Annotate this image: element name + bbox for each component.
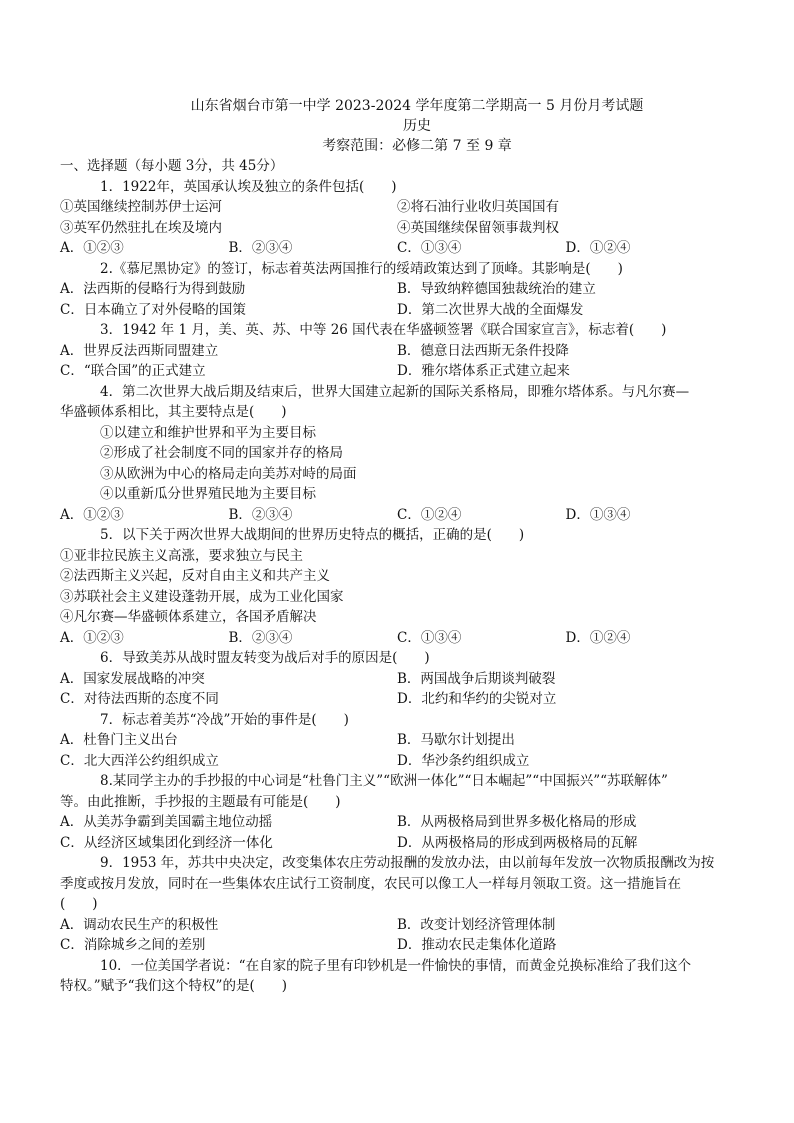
- item: ④凡尔赛—华盛顿体系建立，各国矛盾解决: [60, 609, 317, 625]
- option-d: D．从两极格局的形成到两极格局的瓦解: [397, 834, 638, 851]
- question-stem: 7．标志着美苏“冷战”开始的事件是( ): [100, 711, 349, 728]
- item: ③英军仍然驻扎在埃及境内: [60, 219, 222, 236]
- exam-scope: 考察范围：必修二第 7 至 9 章: [322, 138, 512, 154]
- option-b: B．两国战争后期谈判破裂: [397, 670, 556, 687]
- question-stem-continued: 华盛顿体系相比，其主要特点是( ): [60, 404, 287, 420]
- question-1: [60, 177, 734, 259]
- item: ③从欧洲为中心的格局走向美苏对峙的局面: [100, 465, 357, 482]
- option-a: A．调动农民生产的积极性: [60, 916, 219, 933]
- option-a: A．①②③: [60, 240, 124, 256]
- option-row: [60, 361, 734, 382]
- question-8: [60, 771, 734, 853]
- question-6: [60, 648, 734, 710]
- question-stem: 6．导致美苏从战时盟友转变为战后对手的原因是( ): [100, 650, 430, 666]
- question-stem: 4．第二次世界大战后期及结束后，世界大国建立起新的国际关系格局，即雅尔塔体系。与凡尔赛—: [100, 383, 690, 400]
- question-stem: 3．1942 年 1 月，美、英、苏、中等 26 国代表在华盛顿签署《联合国家宣言》，标志着( ): [100, 322, 667, 338]
- option-d: D．推动农民走集体化道路: [397, 937, 557, 953]
- option-b: B．②③④: [228, 629, 293, 646]
- option-c: C．消除城乡之间的差别: [60, 937, 206, 953]
- option-a: A．从美苏争霸到美国霸主地位动摇: [60, 814, 273, 830]
- option-a: A．①②③: [60, 629, 124, 646]
- option-row: [60, 812, 734, 833]
- option-d: D．①②④: [565, 629, 631, 646]
- exam-title: 山东省烟台市第一中学 2023-2024 学年度第二学期高一 5 月份月考试题: [190, 98, 644, 114]
- option-row: [60, 279, 734, 300]
- option-a: A．①②③: [60, 506, 124, 523]
- exam-subject: 历史: [403, 118, 431, 134]
- option-d: D．北约和华约的尖锐对立: [397, 691, 557, 707]
- option-b: B．②③④: [228, 506, 293, 523]
- item: ④英国继续保留领事裁判权: [397, 219, 559, 236]
- option-row: [60, 935, 734, 956]
- question-10: [60, 956, 734, 997]
- item-row: [60, 218, 734, 239]
- option-row: [60, 628, 734, 649]
- option-c: C．①③④: [397, 629, 462, 646]
- question-5: [60, 525, 734, 648]
- question-stem-continued: 特权。”赋予“我们这个特权”的是( ): [60, 978, 287, 994]
- item: ④以重新瓜分世界殖民地为主要目标: [100, 486, 316, 502]
- option-b: B．德意日法西斯无条件投降: [397, 342, 569, 359]
- option-b: B．从两极格局到世界多极化格局的形成: [397, 814, 637, 830]
- question-stem: 9．1953 年，苏共中央决定，改变集体农庄劳动报酬的发放办法，由以前每年发放一次物质报酬改为按: [100, 855, 715, 871]
- item: ①英国继续控制苏伊士运河: [60, 199, 222, 215]
- item: ③苏联社会主义建设蓬勃开展，成为工业化国家: [60, 588, 344, 605]
- option-d: D．华沙条约组织成立: [397, 752, 530, 769]
- option-c: C．对待法西斯的态度不同: [60, 691, 219, 707]
- question-stem: 2.《慕尼黑协定》的签订，标志着英法两国推行的绥靖政策达到了顶峰。其影响是( ): [100, 260, 623, 277]
- option-a: A．法西斯的侵略行为得到鼓励: [60, 281, 246, 297]
- option-b: B．②③④: [228, 240, 293, 256]
- option-row: [60, 341, 734, 362]
- question-3: [60, 320, 734, 382]
- option-row: [60, 300, 734, 321]
- option-c: C．①③④: [397, 240, 462, 256]
- option-row: [60, 915, 734, 936]
- option-d: D．雅尔塔体系正式建立起来: [397, 363, 570, 379]
- option-d: D．①②④: [565, 240, 631, 256]
- option-a: A．杜鲁门主义出台: [60, 732, 178, 748]
- option-row: [60, 730, 734, 751]
- item: ①亚非拉民族主义高涨，要求独立与民主: [60, 547, 303, 564]
- question-stem-continued: 等。由此推断，手抄报的主题最有可能是( ): [60, 793, 341, 810]
- option-row: [60, 833, 734, 854]
- question-stem-continued: 季度或按月发放，同时在一些集体农庄试行工资制度，农民可以像工人一样每月领取工资。这一措施旨在: [60, 875, 681, 892]
- item-row: [60, 197, 734, 218]
- item: ①以建立和维护世界和平为主要目标: [100, 424, 316, 441]
- item: ②将石油行业收归英国国有: [397, 199, 559, 215]
- section-heading: 一、选择题（每小题 3分，共 45分）: [60, 158, 284, 174]
- question-7: [60, 710, 734, 772]
- option-d: D．第二次世界大战的全面爆发: [397, 301, 584, 318]
- question-stem-continued: ( ): [60, 896, 98, 912]
- question-stem: 8.某同学主办的手抄报的中心词是“杜鲁门主义”“欧洲一体化”“日本崛起”“中国振兴”“苏联解体”: [100, 773, 668, 789]
- option-a: A．世界反法西斯同盟建立: [60, 342, 219, 359]
- option-row: [60, 751, 734, 772]
- question-2: [60, 259, 734, 321]
- item: ②法西斯主义兴起，反对自由主义和共产主义: [60, 568, 330, 584]
- option-row: [60, 238, 734, 259]
- option-d: D．①③④: [565, 506, 631, 523]
- option-c: C．北大西洋公约组织成立: [60, 752, 219, 769]
- option-c: C．日本确立了对外侵略的国策: [60, 301, 246, 318]
- option-row: [60, 689, 734, 710]
- option-a: A．国家发展战略的冲突: [60, 670, 205, 687]
- option-c: C．从经济区域集团化到经济一体化: [60, 834, 273, 851]
- option-c: C．“联合国”的正式建立: [60, 363, 206, 379]
- question-9: [60, 853, 734, 956]
- option-row: [60, 669, 734, 690]
- question-stem: 1．1922年，英国承认埃及独立的条件包括( ): [100, 178, 397, 195]
- option-c: C．①②④: [397, 506, 462, 523]
- option-b: B．马歇尔计划提出: [397, 732, 515, 748]
- question-stem: 10．一位美国学者说：“在自家的院子里有印钞机是一件愉快的事情，而黄金兑换标准给了我们这个: [100, 957, 692, 974]
- option-b: B．改变计划经济管理体制: [397, 916, 556, 933]
- item: ②形成了社会制度不同的国家并存的格局: [100, 445, 343, 461]
- question-stem: 5．以下关于两次世界大战期间的世界历史特点的概括，正确的是( ): [100, 527, 525, 543]
- option-b: B．导致纳粹德国独裁统治的建立: [397, 281, 596, 297]
- option-row: [60, 505, 734, 526]
- question-4: [60, 382, 734, 526]
